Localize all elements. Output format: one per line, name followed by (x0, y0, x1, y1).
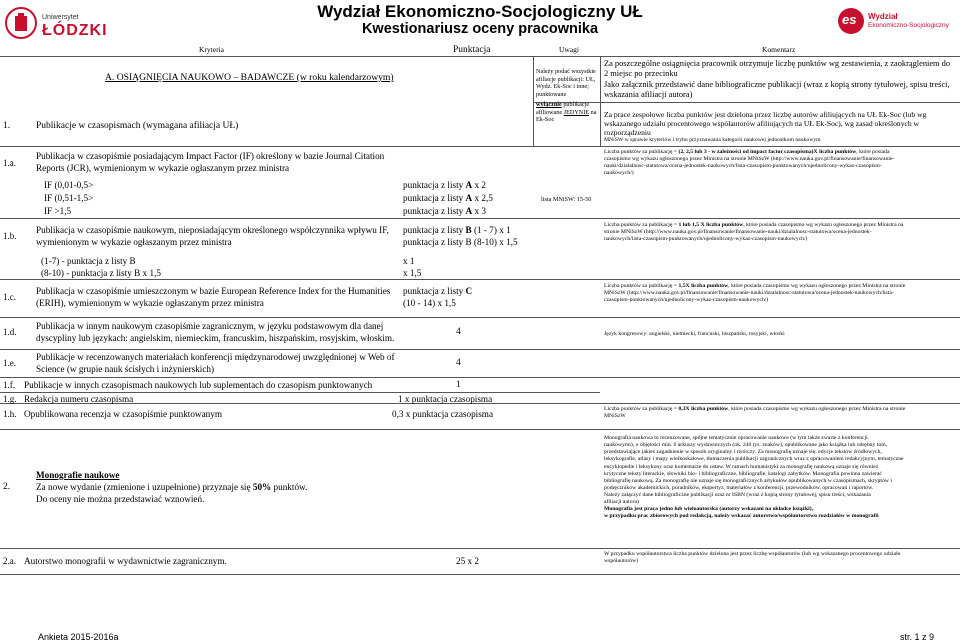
logo-right-line1: Wydział (868, 12, 898, 21)
row-2a-text: Autorstwo monografii w wydawnictwie zagranicznym. (24, 556, 227, 566)
row-1h-number: 1.h. (3, 409, 17, 419)
row-2-komentarz: Monografia naukowa to recenzowane, spójne tematycznie opracowanie naukowe (w tym także zwarte z konferencji naukowymi), o objętości min. 6 arkuszy wydawniczych (ok. 240 tys. znaków), opublikowane jako książka lub odrębny tom, przedstawiające jakieś zagadnienie w sposób oryginalny i twórczy. Za monografię uznaje się: edycje tekstów źródłowych, leksykografie, atlasy i mapy wielkoskalowe, tłumaczenia publikacji zagranicznych wraz z opracowaniem redakcyjnym, tematyczne encyklopedie i leksykony oraz komentarze do ustaw. W ramach humanistyki za monografię naukową uznaje się również krytyczne teksty literackie, słowniki bio- i bibliograficzne, bibliografie, katalogi zabytków. Monografia powinna zawierać bibliografię naukową. Za monografię nie uznaje się monograficznych artykułów opublikowanych w czasopismach, skryptów i podręczników akademickich, poradników, ekspertyz, materiałów z konferencji, przewodników, opracowań i raportów. Należy załączyć dane bibliograficzne publikacji oraz nr ISBN (wraz z kopią strony tytułowej, spisu treści, wskazania afiliacji autora) Monografia jest praca jedno lub wieloautorska (autorzy wskazani na okładce książki), w przypadku prac zbiorowych pod redakcją, należy wskazać autorstwo/współautorstwo rozdziałów w monografii (604, 435, 904, 520)
section-a-komentarz: Za poszczególne osiągnięcia pracownik otrzymuje liczbę punktów wg zestawienia, z zaokrągleniem do 2 miejsc po przecinku Jako załącznik przedstawić dane bibliograficzne publikacji (wraz z kopią strony tytułowej, spisu treści, wskazania afiliacji autora) (604, 59, 951, 99)
row-1h-text: Opublikowana recenzja w czasopiśmie punktowanym (24, 409, 222, 419)
row-1b-sub1-value: x 1 (403, 256, 415, 266)
row-1g-text: Redakcja numeru czasopisma (24, 394, 134, 404)
row-2-text: Monografie naukowe Za nowe wydanie (zmienione i uzupełnione) przyznaje się 50% punktów. Do oceny nie można przedstawiać wznowień. (36, 470, 308, 504)
row-1a-number: 1.a. (3, 158, 16, 168)
row-2a-komentarz: W przypadku współautorstwa liczba punktów dzielona jest przez liczbę współautorów (lub wg wskazanego procentowego udziału współautorów) (604, 551, 901, 565)
row-1a-if2-points: punktacja z listy A x 2,5 (403, 193, 493, 203)
section-a-heading: A. OSIĄGNIĘCIA NAUKOWO – BADAWCZE (w roku kalendarzowym) (105, 72, 394, 83)
logo-big-text: ŁÓDZKI (42, 22, 108, 39)
row-1b-sub2: (8-10) - punktacja z listy B x 1,5 (41, 268, 161, 278)
row-1c-text: Publikacja w czasopiśmie umieszczonym w bazie European Reference Index for the Humanities (ERIH), wymienionym w wykazie ogłaszanym przez ministra (36, 286, 391, 308)
row-1a-if1: IF (0,01-0,5> (44, 180, 94, 190)
row-1b-points: punktacja z listy B (1 - 7) x 1 punktacja z listy B (8-10) x 1,5 (403, 225, 518, 247)
row-1-number: 1. (3, 121, 11, 131)
section-a-uwagi: Należy podać wszystkie afiliacje publikacji: UŁ, Wydz. Ek-Soc i inne; punktowane wyłącznie publikacje afiliowane JEDYNIE na Ek-Soc (536, 68, 597, 124)
row-1h-komentarz: Liczba punktów za publikację = 0,3X liczba punktów, które posiada czasopismo wg wykazu ogłoszonego przez Ministra na stronie MNiSzW (604, 406, 906, 420)
logo-right-line2: Ekonomiczno-Socjologiczny (868, 22, 949, 29)
row-2-number: 2. (3, 482, 11, 492)
row-1a-if3: IF >1,5 (44, 206, 72, 216)
row-1c-komentarz: Liczba punktów za publikację = 1,5X liczba punktów, które posiada czasopismo wg wykazu ogłoszonego przez Ministra na stronie MNiSzW (http://www.nauka.gov.pl/finansowanie/finansowanie-nauki/dzialalnosc-statutowa/ocena-jednostek-naukowych/lista- czasopism-punktowanych/ujednolicony-wykaz-czasopism-naukowych/) (604, 283, 906, 304)
row-1-text: Publikacje w czasopismach (wymagana afiliacja UŁ) (36, 121, 239, 131)
page-subtitle: Kwestionariusz oceny pracownika (361, 21, 599, 37)
row-1d-number: 1.d. (3, 327, 17, 337)
row-2a-points: 25 x 2 (456, 556, 479, 566)
row-1a-uwagi: lista MNiSW: 15-50 (541, 196, 592, 203)
faculty-logo: es Wydział Ekonomiczno-Socjologiczny (838, 6, 956, 46)
row-1c-points: punktacja z listy C (10 - 14) x 1,5 (403, 286, 473, 308)
row-1b-number: 1.b. (3, 231, 17, 241)
logo-small-text: Uniwersytet (42, 14, 79, 21)
column-header-punktacja: Punktacja (453, 45, 491, 55)
row-1f-number: 1.f. (3, 380, 15, 390)
university-logo (2, 4, 122, 44)
row-2a-number: 2.a. (3, 556, 16, 566)
row-1d-komentarz: Język kongresowy: angielski, niemiecki, francuski, hiszpański, rosyjski, włoski (604, 331, 785, 337)
row-1a-text: Publikacja w czasopiśmie posiadającym Impact Factor (IF) określony w bazie Journal Citation Reports (JCR), wymienionym w wykazie ogłaszanym przez ministra (36, 151, 385, 173)
row-1e-text: Publikacje w recenzowanych materiałach konferencji międzynarodowej uwzględnionej w Web of Science (w grupie nauk ścisłych i inżynierskich) (36, 352, 395, 374)
row-1a-if1-points: punktacja z listy A x 2 (403, 180, 486, 190)
footer-left: Ankieta 2015-2016a (38, 632, 119, 642)
page-title: Wydział Ekonomiczno-Socjologiczny UŁ (317, 2, 643, 21)
row-1a-komentarz: Liczba punktów za publikację = (2, 2,5 lub 3 - w zależności od impact factor czasopisma)X liczba punktów, które posiada czasopismo wg wykazu ogłoszonego przez Ministra na stronie MNiSzW (http://www.nauka.gov.pl/finansowanie/finansowanie- nauki/dzialalnosc-statutowa/ocena-jednostek-naukowych/lista-czasopism-punktowanych/ujednolicony-wykaz-czasopism- naukowych/) (604, 149, 895, 177)
row-1c-number: 1.c. (3, 292, 16, 302)
row-1b-text: Publikacja w czasopiśmie naukowym, nieposiadającym określonego współczynnika wpływu IF, wymienionym w wykazie ogłaszanym przez ministra (36, 225, 389, 247)
row-1b-komentarz: Liczba punktów za publikację = 1 lub 1,5 X liczba punktów, które posiada czasopismo wg wykazu ogłoszonego przez Ministra na stronie MNiSzW (http://www.nauka.gov.pl/finansowanie/finansowanie-nauki/dzialalnosc-statutowa/ocena-jednostek- naukowych/lista-czasopism-punktowanych/ujednolicony-wykaz-czasopism-naukowych/) (604, 222, 904, 243)
row-1g-number: 1.g. (3, 394, 17, 404)
footer-page-number: str. 1 z 9 (900, 632, 935, 642)
row-1e-points: 4 (456, 358, 461, 368)
row-1f-points: 1 (456, 380, 461, 390)
column-header-uwagi: Uwagi (559, 45, 579, 54)
row-1a-if2: IF (0,51-1,5> (44, 193, 94, 203)
row-1e-number: 1.e. (3, 358, 16, 368)
row-1d-points: 4 (456, 327, 461, 337)
university-emblem-icon (4, 6, 38, 40)
section-a-team-note: Za prace zespołowe liczba punktów jest dzielona przez liczbę autorów afiliujących na UŁ Ek-Soc (lub wg wskazanego udziału procentowego współautorów afiliujących na UŁ Ek-Soc), wg zasad określonych w rozporządzeniu MNiSW w sprawie kryteriów i trybu przyznawania kategorii naukowej jednostkom naukowym (604, 110, 927, 144)
row-1d-text: Publikacja w innym naukowym czasopiśmie zagranicznym, w języku podstawowym dla danej dyscypliny lub językach: angielskim, niemieckim, francuskim, hiszpańskim, rosyjskim, włoskim. (36, 321, 395, 343)
column-header-kryteria: Kryteria (199, 45, 224, 54)
row-1f-text: Publikacje w innych czasopismach naukowych lub suplementach do czasopism punktowanych (24, 380, 373, 390)
row-1g-points: 1 x punktacja czasopisma (398, 394, 493, 404)
row-1h-points: 0,3 x punktacja czasopisma (392, 409, 494, 419)
row-1b-sub2-value: x 1,5 (403, 268, 422, 278)
row-1a-if3-points: punktacja z listy A x 3 (403, 206, 486, 216)
row-1b-sub1: (1-7) - punktacja z listy B (41, 256, 136, 266)
column-header-komentarz: Komentarz (762, 45, 796, 54)
